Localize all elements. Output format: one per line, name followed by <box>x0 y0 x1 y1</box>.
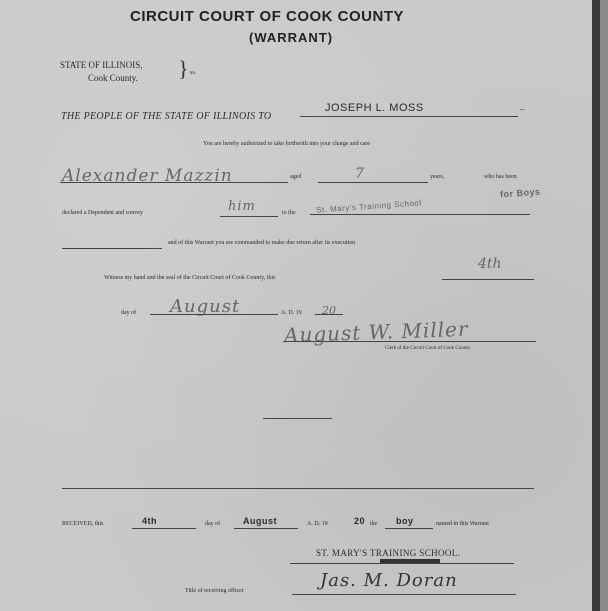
witness-text: Witness my hand and the seal of the Circuit Court of Cook County, this <box>104 275 276 281</box>
clerk-signature-line <box>284 341 536 342</box>
authorized-text: You are hereby authorized to take forthwith into your charge and care <box>203 141 371 147</box>
ad-label: A. D. 19 <box>281 310 302 316</box>
named-text: named in this Warrant <box>436 521 489 527</box>
pronoun: him <box>228 199 256 214</box>
the-label: the <box>370 521 378 527</box>
pronoun-line <box>220 216 278 217</box>
venue-ss: ss. <box>190 70 197 76</box>
officer-line <box>292 594 516 595</box>
received-month-line <box>234 528 298 529</box>
day-number: 4th <box>478 256 502 272</box>
venue-brace: } <box>178 56 189 81</box>
clerk-signature: August W. Miller <box>283 316 469 348</box>
received-subject-line <box>385 528 433 529</box>
addressee-dash: – <box>520 104 525 114</box>
day-of-label: day of <box>121 310 137 316</box>
venue-county: Cook County. <box>88 73 138 83</box>
institution-suffix: for Boys <box>499 186 541 200</box>
to-the-label: to the <box>282 210 296 216</box>
declared-text: declared a Dependent and convey <box>62 210 143 216</box>
venue-state: STATE OF ILLINOIS, <box>60 60 143 70</box>
who-has-been: who has been <box>484 174 517 180</box>
clerk-caption: Clerk of the Circuit Court of Cook County. <box>385 346 472 351</box>
institution-return-line <box>290 563 514 564</box>
child-age: 7 <box>355 166 364 182</box>
year-line <box>315 314 343 315</box>
received-ad-label: A. D. 19 <box>307 521 328 527</box>
year: 20 <box>322 304 336 317</box>
month: August <box>170 296 241 317</box>
day-line <box>442 279 534 280</box>
received-day-of-label: day of <box>205 521 221 527</box>
officer-signature: Jas. M. Doran <box>320 570 458 591</box>
received-label: RECEIVED, this <box>62 521 104 527</box>
document-subtitle: (WARRANT) <box>249 30 334 45</box>
section-divider <box>62 488 534 489</box>
received-day: 4th <box>142 516 157 526</box>
officer-label: Title of receiving officer <box>185 588 244 594</box>
received-month: August <box>243 516 277 526</box>
short-rule <box>263 418 332 419</box>
scan-edge-shadow <box>592 0 600 611</box>
received-subject: boy <box>396 516 414 526</box>
age-line <box>318 182 428 183</box>
aged-label: aged <box>290 174 302 180</box>
document-title: CIRCUIT COURT OF COOK COUNTY <box>130 8 404 25</box>
institution-stamp: St. Mary's Training School <box>315 198 422 215</box>
received-year: 20 <box>354 516 366 526</box>
receiving-institution: ST. MARY'S TRAINING SCHOOL. <box>316 548 461 558</box>
month-line <box>150 314 278 315</box>
years-label: years, <box>430 174 445 180</box>
institution-line-2 <box>62 248 162 249</box>
child-name-line <box>60 182 288 183</box>
received-day-line <box>132 528 196 529</box>
addressee-line <box>300 116 518 117</box>
address-prefix: THE PEOPLE OF THE STATE OF ILLINOIS TO <box>61 111 272 122</box>
child-name: Alexander Mazzin <box>62 166 233 186</box>
addressee-name: JOSEPH L. MOSS <box>325 102 424 114</box>
return-text: and of this Warrant you are commanded to make due return after its execution <box>168 240 356 246</box>
institution-line <box>310 214 530 215</box>
